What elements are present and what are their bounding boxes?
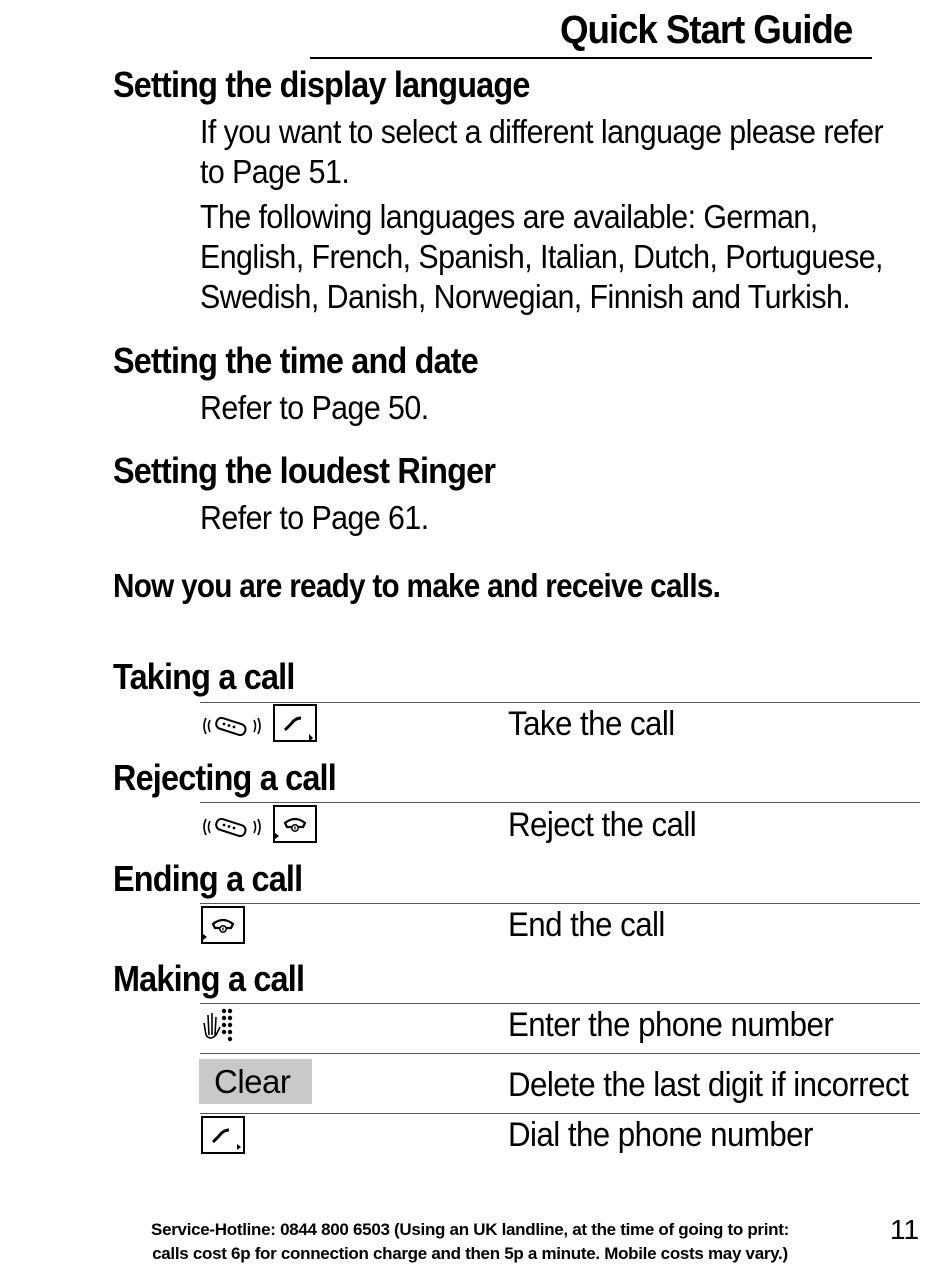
time-text: Refer to Page 50. — [200, 389, 429, 426]
making-call-heading: Making a call — [113, 958, 305, 999]
end-call-text: End the call — [508, 906, 665, 944]
language-text-line: to Page 51. — [200, 153, 350, 190]
ready-notice: Now you are ready to make and receive calls. — [113, 567, 721, 604]
language-text-line: English, French, Spanish, Italian, Dutch, Portuguese, — [200, 238, 883, 275]
end-key-icon — [273, 805, 317, 843]
language-heading: Setting the display language — [113, 64, 530, 105]
clear-key: Clear — [199, 1059, 312, 1104]
ringer-heading: Setting the loudest Ringer — [113, 450, 496, 491]
language-text-line: Swedish, Danish, Norwegian, Finnish and Turkish. — [200, 278, 851, 315]
reject-call-text: Reject the call — [508, 806, 697, 844]
divider — [200, 802, 920, 803]
ringing-phone-icon — [200, 813, 266, 841]
end-key-icon — [201, 906, 245, 944]
header-divider — [310, 57, 872, 59]
ringing-phone-icon — [200, 712, 266, 740]
divider — [200, 1053, 920, 1054]
divider — [200, 702, 920, 703]
divider — [200, 903, 920, 904]
footer-line: calls cost 6p for connection charge and then 5p a minute. Mobile costs may vary.) — [152, 1244, 788, 1263]
call-key-icon — [273, 704, 317, 742]
take-call-text: Take the call — [508, 705, 675, 743]
rejecting-call-heading: Rejecting a call — [113, 757, 336, 798]
divider — [200, 1113, 920, 1114]
enter-number-text: Enter the phone number — [508, 1006, 834, 1044]
ending-call-heading: Ending a call — [113, 858, 303, 899]
keypad-hand-icon — [200, 1005, 240, 1045]
delete-digit-text: Delete the last digit if incorrect — [508, 1066, 909, 1104]
dial-number-text: Dial the phone number — [508, 1116, 813, 1154]
divider — [200, 1003, 920, 1004]
language-text-line: The following languages are available: German, — [200, 198, 818, 235]
service-hotline-footer — [120, 1218, 820, 1266]
page-title: Quick Start Guide — [560, 8, 853, 52]
language-text-line: If you want to select a different language please refer — [200, 113, 883, 150]
time-heading: Setting the time and date — [113, 340, 478, 381]
ringer-text: Refer to Page 61. — [200, 499, 429, 536]
footer-line: Service-Hotline: 0844 800 6503 (Using an UK landline, at the time of going to print: — [151, 1220, 789, 1239]
page-number: 11 — [890, 1214, 920, 1245]
call-key-icon — [201, 1116, 245, 1154]
taking-call-heading: Taking a call — [113, 656, 295, 697]
